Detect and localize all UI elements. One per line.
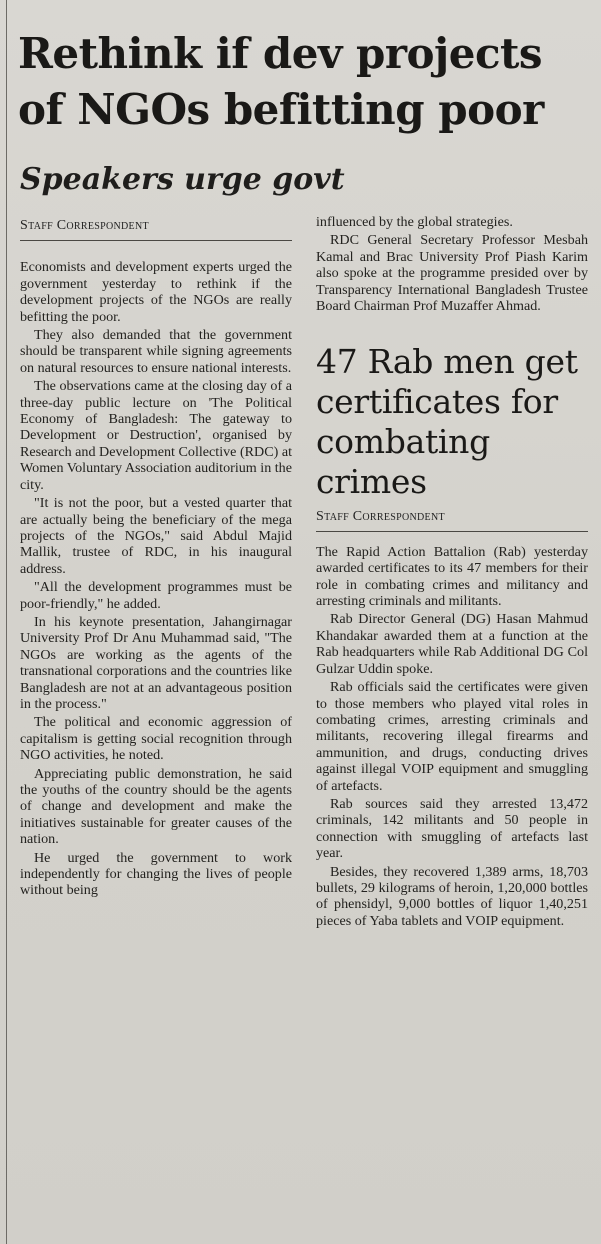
article1-paragraph: Appreciating public demonstration, he said the youths of the country should be the agents of change and development and make the initiatives sustainable for greater causes of the nation. <box>20 765 292 848</box>
article1-paragraph: The political and economic aggression of capitalism is getting social recognition through NGO activities, he noted. <box>20 714 292 764</box>
byline-article1: Staff Correspondent <box>20 218 149 233</box>
headline-rab: 47 Rab men get certificates for combating crimes <box>316 342 578 502</box>
article1-continuation: influenced by the global strategies. <box>316 214 513 230</box>
byline-divider <box>20 217 292 241</box>
byline-divider <box>316 508 588 531</box>
article1-paragraph: "All the development programmes must be poor-friendly," he added. <box>20 579 292 612</box>
article2-paragraph: Rab officials said the certificates were given to those members who played vital roles in combating crimes, arresting criminals and militants, recovering illegal firearms and ammunition, and drugs, conducting drives against illegal VOIP equipment and smuggling of artefacts. <box>316 679 588 794</box>
article2-paragraph: Besides, they recovered 1,389 arms, 18,703 bullets, 29 kilograms of heroin, 1,20,000 bottles of phensidyl, 9,000 bottles of liquor 1,40,251 pieces of Yaba tablets and VOIP equipment. <box>316 863 588 929</box>
column-rule <box>6 0 7 1244</box>
article1-paragraph: They also demanded that the government should be transparent while signing agreements on natural resources to ensure national interests. <box>20 327 292 376</box>
article1-paragraph: In his keynote presentation, Jahangirnagar University Prof Dr Anu Muhammad said, "The NGOs are working as the agents of the transnational corporations and the countries like Bangladesh are not at an advantageous position in the process." <box>20 613 292 712</box>
headline-ngo: Rethink if dev projects of NGOs befitting poor <box>18 29 544 134</box>
article1-paragraph: The observations came at the closing day of a three-day public lecture on 'The Political Economy of Bangladesh: The gateway to Development or Destruction', organised by Research and Development Collective (RDC) at Women Voluntary Association auditorium in the city. <box>20 378 292 493</box>
article1-continuation: RDC General Secretary Professor Mesbah Kamal and Brac University Prof Piash Karim also spoke at the programme presided over by Transparency International Bangladesh Trustee Board Chairman Prof Muzaffer Ahmad. <box>316 232 588 315</box>
byline-article2: Staff Correspondent <box>316 509 445 525</box>
article1-paragraph: "It is not the poor, but a vested quarter that are actually being the beneficiary of the mega projects of the NGOs," said Abdul Majid Mallik, trustee of RDC, in his inaugural address. <box>20 495 292 577</box>
article2-paragraph: Rab Director General (DG) Hasan Mahmud Khandakar awarded them at a function at the Rab headquarters while Rab Additional DG Col Gulzar Uddin spoke. <box>316 611 588 677</box>
right-column <box>316 214 588 931</box>
article1-paragraph: Economists and development experts urged the government yesterday to rethink if the development projects of the NGOs are really befitting the poor. <box>20 259 292 325</box>
article2-paragraph: The Rapid Action Battalion (Rab) yesterday awarded certificates to its 47 members for their role in combating crimes and militancy and arresting criminals and militants. <box>316 543 588 610</box>
article1-paragraph: He urged the government to work independently for changing the lives of people without being <box>20 849 292 899</box>
article1-column-left <box>20 217 292 901</box>
article2-paragraph: Rab sources said they arrested 13,472 criminals, 142 militants and 50 people in connection with smuggling of artefacts last year. <box>316 795 588 862</box>
subhead-speakers: Speakers urge govt <box>20 162 345 197</box>
